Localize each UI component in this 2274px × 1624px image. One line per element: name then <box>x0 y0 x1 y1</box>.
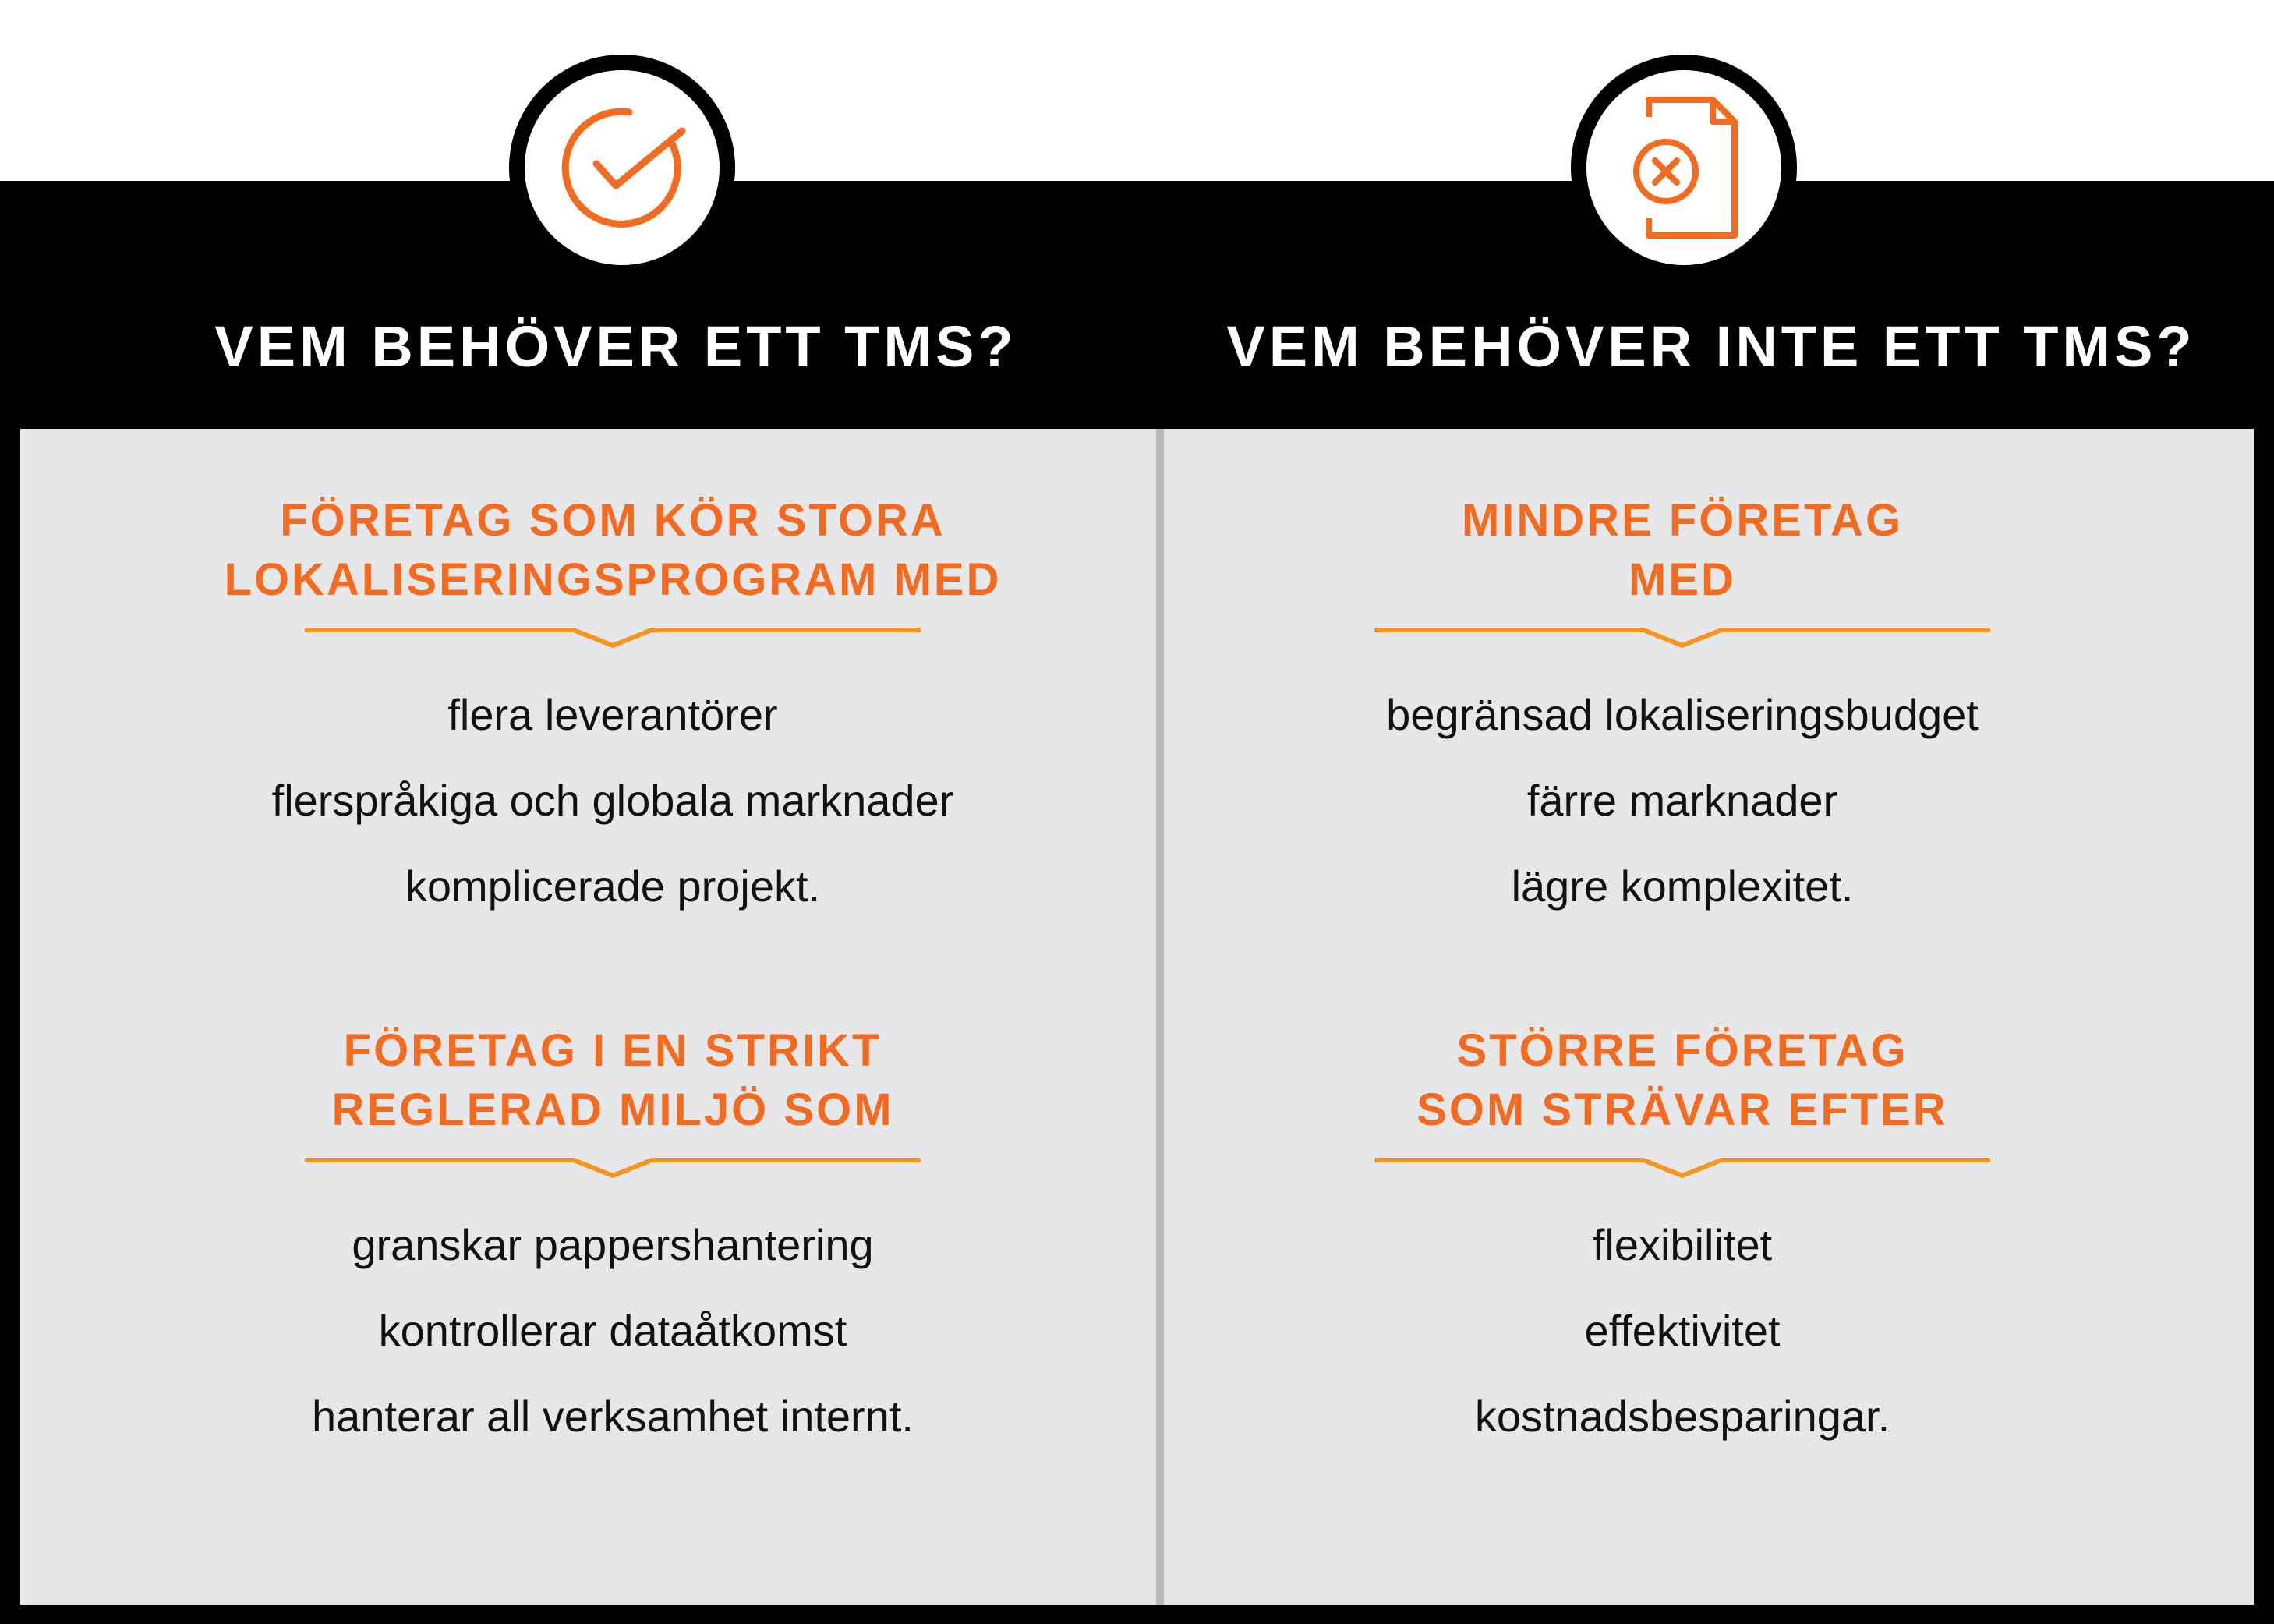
chevron-separator <box>305 1155 921 1179</box>
right-section-2 <box>1164 1021 2201 1459</box>
section-heading: STÖRRE FÖRETAG SOM STRÄVAR EFTER <box>1416 1025 1948 1135</box>
right-column <box>1164 429 2201 1605</box>
list-item: kontrollerar dataåtkomst <box>378 1306 847 1355</box>
chevron-separator <box>305 625 921 649</box>
section-heading: MINDRE FÖRETAG MED <box>1461 495 1904 605</box>
list-item: begränsad lokaliseringsbudget <box>1386 690 1979 739</box>
left-column-title: VEM BEHÖVER ETT TMS? <box>214 314 1017 379</box>
list-item: flera leverantörer <box>447 690 778 739</box>
section-heading: FÖRETAG I EN STRIKT REGLERAD MILJÖ SOM <box>331 1025 894 1135</box>
chevron-separator <box>1374 625 1990 649</box>
chevron-separator <box>1374 1155 1990 1179</box>
left-icon-badge <box>509 55 735 281</box>
document-x-icon <box>1618 94 1750 242</box>
right-icon-badge <box>1571 55 1797 281</box>
list-item: kostnadsbesparingar. <box>1474 1392 1890 1441</box>
list-item: hanterar all verksamhet internt. <box>312 1392 914 1441</box>
list-item: färre marknader <box>1526 776 1838 825</box>
list-item: komplicerade projekt. <box>405 862 821 911</box>
section-heading: FÖRETAG SOM KÖR STORA LOKALISERINGSPROGRAM MED <box>224 495 1002 605</box>
right-column-title: VEM BEHÖVER INTE ETT TMS? <box>1226 314 2196 379</box>
list-item: lägre komplexitet. <box>1511 862 1854 911</box>
left-column <box>20 429 1205 1605</box>
list-item: flexibilitet <box>1592 1220 1773 1269</box>
list-item: effektivitet <box>1584 1306 1781 1355</box>
list-item: granskar pappershantering <box>352 1220 874 1269</box>
list-item: flerspråkiga och globala marknader <box>271 776 954 825</box>
left-section-2 <box>20 1021 1205 1459</box>
right-section-1 <box>1164 491 2201 929</box>
check-circle-icon <box>548 94 696 242</box>
left-section-1 <box>20 491 1205 929</box>
